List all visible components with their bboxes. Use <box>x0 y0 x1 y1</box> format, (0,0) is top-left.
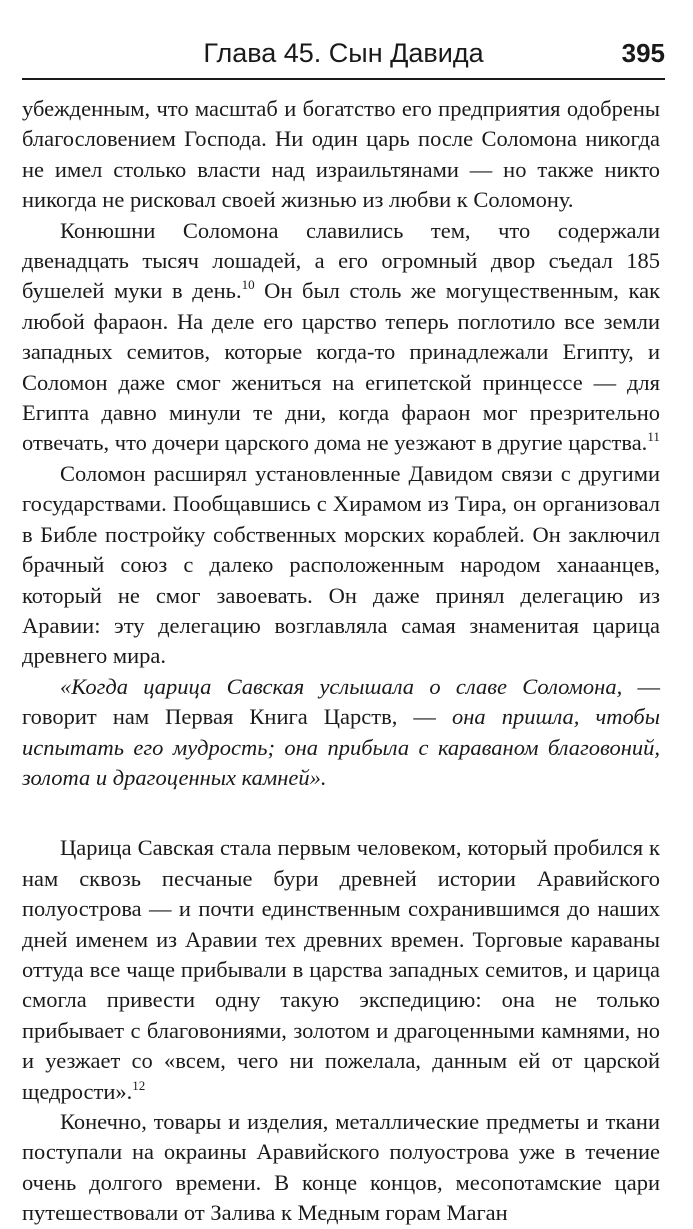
paragraph <box>22 94 660 216</box>
paragraph-text: Конечно, товары и изделия, металлические предметы и ткани поступали на окраины Аравийского полуострова уже в течение очень долгого времени. В конце концов, месопотамские цари путешествовали от Залива к Медным горам Маган <box>22 1109 660 1226</box>
paragraph <box>22 1107 660 1229</box>
body-text <box>22 94 660 1229</box>
footnote-ref: 12 <box>132 1077 146 1093</box>
quote-italic: «Когда царица Савская услышала о славе Соломона, <box>60 673 623 699</box>
quote-italic: она пришла, чтобы испытать его мудрость; она прибыла с караваном благовоний, золота и драгоценных камней». <box>22 704 660 790</box>
paragraph <box>22 459 660 672</box>
paragraph-text: Он был столь же могущественным, как любой фараон. На деле его царство теперь поглотило все земли западных семитов, которые когда-то принадлежали Египту, и Соломон даже смог жениться на египетской принцессе — для Египта давно минули те дни, когда фараон мог презрительно отвечать, что дочери царского дома не уезжают в другие царства. <box>22 278 660 456</box>
paragraph-text: Царица Савская стала первым человеком, который пробился к нам сквозь песчаные бури древней истории Аравийского полуострова — и почти единственным сохранившимся до наших дней именем из Аравии тех древних времен. Торговые караваны оттуда все чаще прибывали в царства западных семитов, и царица смогла привести одну такую экспедицию: она не только прибывает с благовониями, золотом и драгоценными камнями, но и уезжает со «всем, чего ни пожелала, данным ей от царской щедрости». <box>22 835 660 1104</box>
footnote-ref: 10 <box>241 277 255 293</box>
paragraph-text: убежденным, что масштаб и богатство его предприятия одобрены благословением Господа. Ни один царь после Соломона никогда не имел столько власти над израильтянами — но также никто никогда не рисковал своей жизнью из любви к Соломону. <box>22 96 660 213</box>
paragraph-text: Конюшни Соломона славились тем, что содержали двенадцать тысяч лошадей, а его огромный двор съедал 185 бушелей муки в день. <box>22 217 660 304</box>
paragraph <box>22 216 660 459</box>
block-quote <box>22 672 660 794</box>
quote-attribution: — говорит нам Первая Книга Царств, — <box>22 673 661 730</box>
chapter-title: Глава 45. Сын Давида <box>203 38 484 68</box>
paragraph <box>22 833 660 1107</box>
page-number: 395 <box>621 38 665 68</box>
running-header <box>22 34 665 74</box>
paragraph-text: Соломон расширял установленные Давидом связи с другими государствами. Пообщавшись с Хирамом из Тира, он организовал в Библе постройку собственных морских кораблей. Он заключил брачный союз с далеко расположенным народом ханаанцев, который не смог завоевать. Он даже принял делегацию из Аравии: эту делегацию возглавляла самая знаменитая царица древнего мира. <box>22 460 660 669</box>
header-rule <box>22 78 665 80</box>
footnote-ref: 11 <box>647 429 660 445</box>
